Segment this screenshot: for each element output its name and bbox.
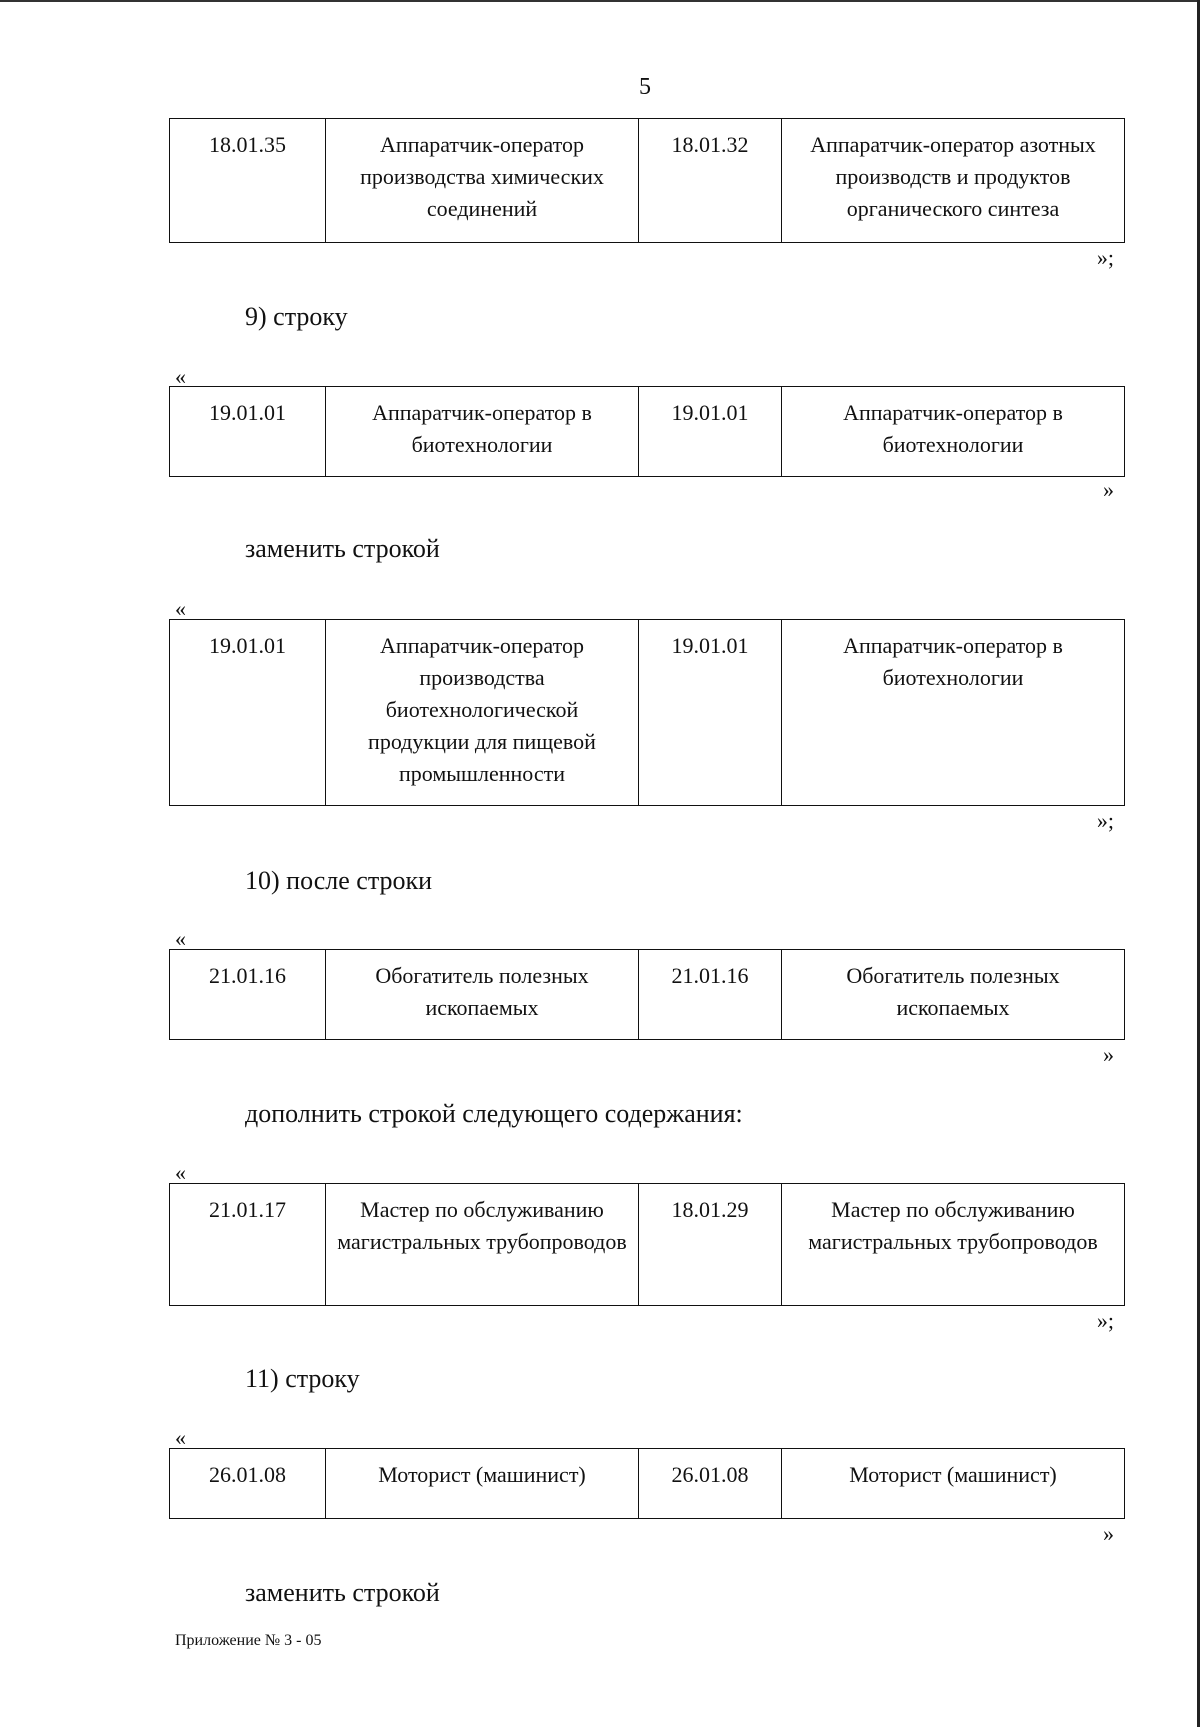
new-code-cell: 18.01.29 xyxy=(639,1184,782,1306)
entry-table xyxy=(169,118,1125,243)
table-row xyxy=(170,620,1125,806)
old-code-cell: 21.01.17 xyxy=(170,1184,326,1306)
closing-quote: » xyxy=(1103,1042,1114,1067)
new-name-cell: Аппаратчик-оператор в биотехнологии xyxy=(782,620,1125,806)
new-name-cell: Мастер по обслуживанию магистральных трубопроводов xyxy=(782,1184,1125,1306)
new-code-cell: 18.01.32 xyxy=(639,119,782,243)
page-number: 5 xyxy=(639,74,651,100)
new-name-cell: Моторист (машинист) xyxy=(782,1449,1125,1519)
closing-quote: »; xyxy=(1096,1308,1114,1333)
section-heading: 11) строку xyxy=(245,1364,360,1393)
entry-table xyxy=(169,386,1125,477)
old-name-cell: Мастер по обслуживанию магистральных трубопроводов xyxy=(326,1184,639,1306)
opening-quote: « xyxy=(175,1425,186,1450)
old-code-cell: 21.01.16 xyxy=(170,950,326,1040)
entry-table xyxy=(169,1448,1125,1519)
old-name-cell: Обогатитель полезных ископаемых xyxy=(326,950,639,1040)
section-heading: 9) строку xyxy=(245,302,348,331)
page-top-edge xyxy=(0,0,1200,2)
closing-quote: » xyxy=(1103,1521,1114,1546)
section-heading: дополнить строкой следующего содержания: xyxy=(245,1099,743,1128)
table-row xyxy=(170,119,1125,243)
footer-note: Приложение № 3 - 05 xyxy=(175,1632,322,1649)
table-row xyxy=(170,387,1125,477)
old-code-cell: 19.01.01 xyxy=(170,620,326,806)
new-name-cell: Обогатитель полезных ископаемых xyxy=(782,950,1125,1040)
table-row xyxy=(170,1184,1125,1306)
closing-quote: »; xyxy=(1096,808,1114,833)
section-heading: заменить строкой xyxy=(245,534,440,563)
old-code-cell: 26.01.08 xyxy=(170,1449,326,1519)
closing-quote: »; xyxy=(1096,245,1114,270)
new-name-cell: Аппаратчик-оператор в биотехнологии xyxy=(782,387,1125,477)
closing-quote: » xyxy=(1103,477,1114,502)
new-name-cell: Аппаратчик-оператор азотных производств и продуктов органического синтеза xyxy=(782,119,1125,243)
opening-quote: « xyxy=(175,596,186,621)
old-name-cell: Аппаратчик-оператор производства биотехнологической продукции для пищевой промышленности xyxy=(326,620,639,806)
table-row xyxy=(170,950,1125,1040)
table-row xyxy=(170,1449,1125,1519)
section-heading: 10) после строки xyxy=(245,866,433,895)
old-code-cell: 18.01.35 xyxy=(170,119,326,243)
opening-quote: « xyxy=(175,364,186,389)
entry-table xyxy=(169,949,1125,1040)
new-code-cell: 21.01.16 xyxy=(639,950,782,1040)
opening-quote: « xyxy=(175,1160,186,1185)
new-code-cell: 26.01.08 xyxy=(639,1449,782,1519)
old-code-cell: 19.01.01 xyxy=(170,387,326,477)
old-name-cell: Моторист (машинист) xyxy=(326,1449,639,1519)
new-code-cell: 19.01.01 xyxy=(639,620,782,806)
old-name-cell: Аппаратчик-оператор в биотехнологии xyxy=(326,387,639,477)
old-name-cell: Аппаратчик-оператор производства химических соединений xyxy=(326,119,639,243)
section-heading: заменить строкой xyxy=(245,1578,440,1607)
opening-quote: « xyxy=(175,926,186,951)
entry-table xyxy=(169,619,1125,806)
entry-table xyxy=(169,1183,1125,1306)
new-code-cell: 19.01.01 xyxy=(639,387,782,477)
